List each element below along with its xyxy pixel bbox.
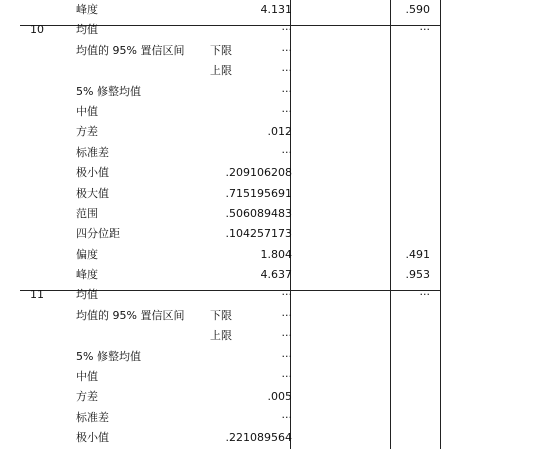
statistic-value: ··· xyxy=(281,145,292,159)
table-row xyxy=(0,326,541,346)
std-error-value: .953 xyxy=(405,268,430,282)
statistic-label: 范围 xyxy=(76,206,98,220)
statistic-label: 偏度 xyxy=(76,247,98,261)
statistic-label: 5% 修整均值 xyxy=(76,84,141,98)
table-row xyxy=(0,285,541,305)
statistic-label: 均值 xyxy=(76,23,98,37)
table-row xyxy=(0,347,541,367)
statistic-label: 均值的 95% 置信区间 xyxy=(76,43,185,57)
group-label: 11 xyxy=(30,288,44,302)
statistic-label: 极小值 xyxy=(76,166,109,180)
statistic-value: .104257173 xyxy=(225,227,292,241)
std-error-value: ··· xyxy=(419,23,430,37)
statistic-value: ··· xyxy=(281,64,292,78)
statistic-value: .012 xyxy=(267,125,292,139)
statistic-value: 1.804 xyxy=(260,247,292,261)
table-row xyxy=(0,20,541,40)
statistic-value: .209106208 xyxy=(225,166,292,180)
statistic-label: 中值 xyxy=(76,104,98,118)
group-label: 10 xyxy=(30,23,44,37)
statistic-value: ··· xyxy=(281,329,292,343)
table-row xyxy=(0,0,541,20)
bound-label: 下限 xyxy=(210,308,232,322)
statistic-label: 方差 xyxy=(76,125,98,139)
table-row xyxy=(0,245,541,265)
table-row xyxy=(0,163,541,183)
bound-label: 上限 xyxy=(210,64,232,78)
statistic-label: 峰度 xyxy=(76,3,98,16)
statistic-value: .715195691 xyxy=(225,186,292,200)
statistic-value: ··· xyxy=(281,84,292,98)
statistic-value: ··· xyxy=(281,308,292,322)
statistic-label: 标准差 xyxy=(76,145,109,159)
statistic-label: 中值 xyxy=(76,370,98,384)
statistic-label: 极大值 xyxy=(76,186,109,200)
table-row xyxy=(0,367,541,387)
std-error-value: ··· xyxy=(419,288,430,302)
bound-label: 上限 xyxy=(210,329,232,343)
statistic-label: 标准差 xyxy=(76,410,109,424)
statistic-label: 极小值 xyxy=(76,431,109,445)
bound-label: 下限 xyxy=(210,43,232,57)
table-row xyxy=(0,387,541,407)
table-row xyxy=(0,41,541,61)
statistic-label: 均值的 95% 置信区间 xyxy=(76,308,185,322)
std-error-value: .491 xyxy=(405,247,430,261)
table-row xyxy=(0,428,541,448)
statistic-label: 峰度 xyxy=(76,268,98,282)
statistic-value: ··· xyxy=(281,370,292,384)
std-error-value: .590 xyxy=(405,3,430,16)
statistic-value: 4.637 xyxy=(260,268,292,282)
statistic-value: .221089564 xyxy=(225,431,292,445)
statistic-label: 方差 xyxy=(76,390,98,404)
statistic-value: .506089483 xyxy=(225,206,292,220)
statistic-value: ··· xyxy=(281,288,292,302)
statistic-label: 5% 修整均值 xyxy=(76,349,141,363)
statistic-value: ··· xyxy=(281,349,292,363)
table-row xyxy=(0,61,541,81)
statistic-label: 四分位距 xyxy=(76,227,120,241)
statistic-value: .005 xyxy=(267,390,292,404)
statistic-value: 4.131 xyxy=(260,3,292,16)
table-row xyxy=(0,408,541,428)
table-row xyxy=(0,102,541,122)
table-row xyxy=(0,224,541,244)
statistic-value: ··· xyxy=(281,23,292,37)
statistic-value: ··· xyxy=(281,43,292,57)
statistic-value: ··· xyxy=(281,104,292,118)
statistic-value: ··· xyxy=(281,410,292,424)
table-row xyxy=(0,204,541,224)
table-row xyxy=(0,143,541,163)
table-row xyxy=(0,82,541,102)
table-row xyxy=(0,306,541,326)
table-row xyxy=(0,265,541,285)
table-row xyxy=(0,184,541,204)
table-row xyxy=(0,122,541,142)
statistic-label: 均值 xyxy=(76,288,98,302)
